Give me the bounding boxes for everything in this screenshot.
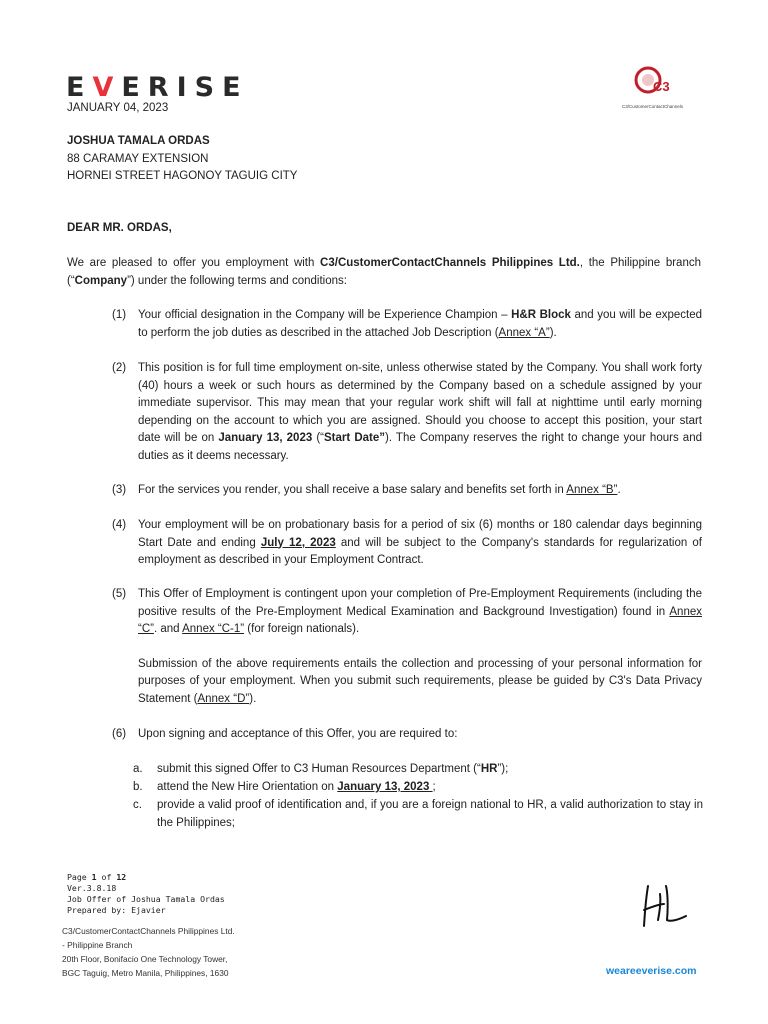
item-6-text: Upon signing and acceptance of this Offer, you are required to:: [138, 728, 458, 740]
everise-logo: [66, 72, 249, 103]
item-number: (6): [112, 728, 127, 740]
data-privacy-paragraph: Submission of the above requirements entails the collection and processing of your personal information for purposes of your employment. When you submit such requirements, please be guided by C3's Data Privacy Statement (Annex “D”).: [138, 657, 702, 705]
item-number: (4): [112, 519, 127, 531]
term-item-3: (3) For the services you render, you shall receive a base salary and benefits set forth in Annex “B”.: [114, 482, 702, 500]
signature-initials: [640, 880, 690, 937]
company-short: Company: [74, 274, 128, 287]
subitem-b: b. attend the New Hire Orientation on January 13, 2023 ;: [133, 781, 436, 793]
start-date-label: Start Date”: [324, 432, 385, 444]
recipient-address-line2: HORNEI STREET HAGONOY TAGUIG CITY: [67, 170, 298, 182]
prepared-by: Prepared by: Ejavier: [67, 905, 166, 915]
term-item-6: [114, 726, 702, 744]
c3-caption: C3/CustomerContactChannels: [622, 104, 684, 109]
subitem-c: c. provide a valid proof of identification and, if you are a foreign national to HR, a valid authorization to stay in the Philippines;: [133, 799, 703, 829]
c3-logo: [622, 64, 682, 109]
intro-paragraph: We are pleased to offer you employment with C3/CustomerContactChannels Philippines Ltd., the Philippine branch (“Company”) under the following terms and conditions:: [67, 257, 701, 287]
annex-c1-link: Annex “C-1”: [182, 623, 245, 635]
website-link[interactable]: weareeverise.com: [606, 965, 697, 977]
recipient-name: JOSHUA TAMALA ORDAS: [67, 135, 210, 147]
hr-label: HR: [480, 763, 498, 775]
term-item-5: (5) This Offer of Employment is contingent upon your completion of Pre-Employment Requirements (including the positive results of the Pre-Employment Medical Examination and Background Investigation) found in Annex “C”. and Annex “C-1” (for foreign nationals). Submission of the above requirements entails the collection and processing of your personal information for purposes of your employment. When you submit such requirements, please be guided by C3's Data Privacy Statement (Annex “D”).: [114, 586, 702, 708]
term-item-1: (1) Your official designation in the Company will be Experience Champion – H&R Block and you will be expected to perform the job duties as described in the attached Job Description (Annex “A”).: [112, 309, 702, 339]
version: Ver.3.8.18: [67, 883, 117, 893]
end-date: July 12, 2023: [260, 536, 336, 549]
footer-doc-info: [67, 872, 225, 916]
annex-a-link: Annex “A”: [498, 326, 550, 339]
annex-b-link: Annex “B”: [566, 484, 618, 496]
term-item-4: (4) Your employment will be on probationary basis for a period of six (6) months or 180 calendar days beginning Start Date and ending July 12, 2023 and will be subject to the Company's standards for regularization of employment as described in your Employment Contract.: [112, 519, 702, 566]
logo-letter-e: E: [66, 72, 93, 103]
term-item-2: (2) This position is for full time employment on-site, unless otherwise stated by the Company. You shall work forty (40) hours a week or such hours as determined by the Company based on a schedule assigned by your immediate supervisor. This may mean that your regular work shift will fall at nighttime until early morning depending on the account to which you are assigned. Should you choose to accept this position, your start date will be on January 13, 2023 (“Start Date”). The Company reserves the right to change your hours and duties as it deems necessary.: [112, 362, 702, 462]
logo-letters-rest: ERISE: [121, 72, 249, 103]
salutation: DEAR MR. ORDAS,: [67, 222, 172, 234]
item-number: (1): [112, 309, 127, 321]
footer-address: C3/CustomerContactChannels Philippines Ltd. - Philippine Branch 20th Floor, Bonifacio One Technology Tower, BGC Taguig, Metro Manila, Philippines, 1630: [62, 926, 235, 978]
company-name: C3/CustomerContactChannels Philippines Ltd.: [320, 257, 580, 269]
item-number: (5): [112, 588, 127, 600]
item-number: (2): [112, 362, 127, 374]
subitem-a: a. submit this signed Offer to C3 Human Resources Department (“HR”);: [133, 763, 509, 775]
start-date: January 13, 2023: [218, 432, 313, 444]
c3-logo-text: C3: [653, 79, 670, 94]
page-indicator: Page 1 of 12: [67, 872, 127, 882]
letter-date: JANUARY 04, 2023: [67, 102, 169, 114]
recipient-address-line1: 88 CARAMAY EXTENSION: [67, 152, 209, 165]
annex-c-link: Annex “C”: [138, 605, 702, 635]
role-account: H&R Block: [511, 309, 571, 321]
logo-letter-v: V: [92, 72, 122, 103]
orientation-date: January 13, 2023: [337, 781, 433, 793]
annex-d-link: Annex “D”: [197, 692, 250, 705]
recipient-block: [67, 133, 297, 186]
item-number: (3): [112, 484, 127, 496]
c3-mark-icon: [632, 64, 672, 98]
doc-title: Job Offer of Joshua Tamala Ordas: [67, 894, 225, 904]
